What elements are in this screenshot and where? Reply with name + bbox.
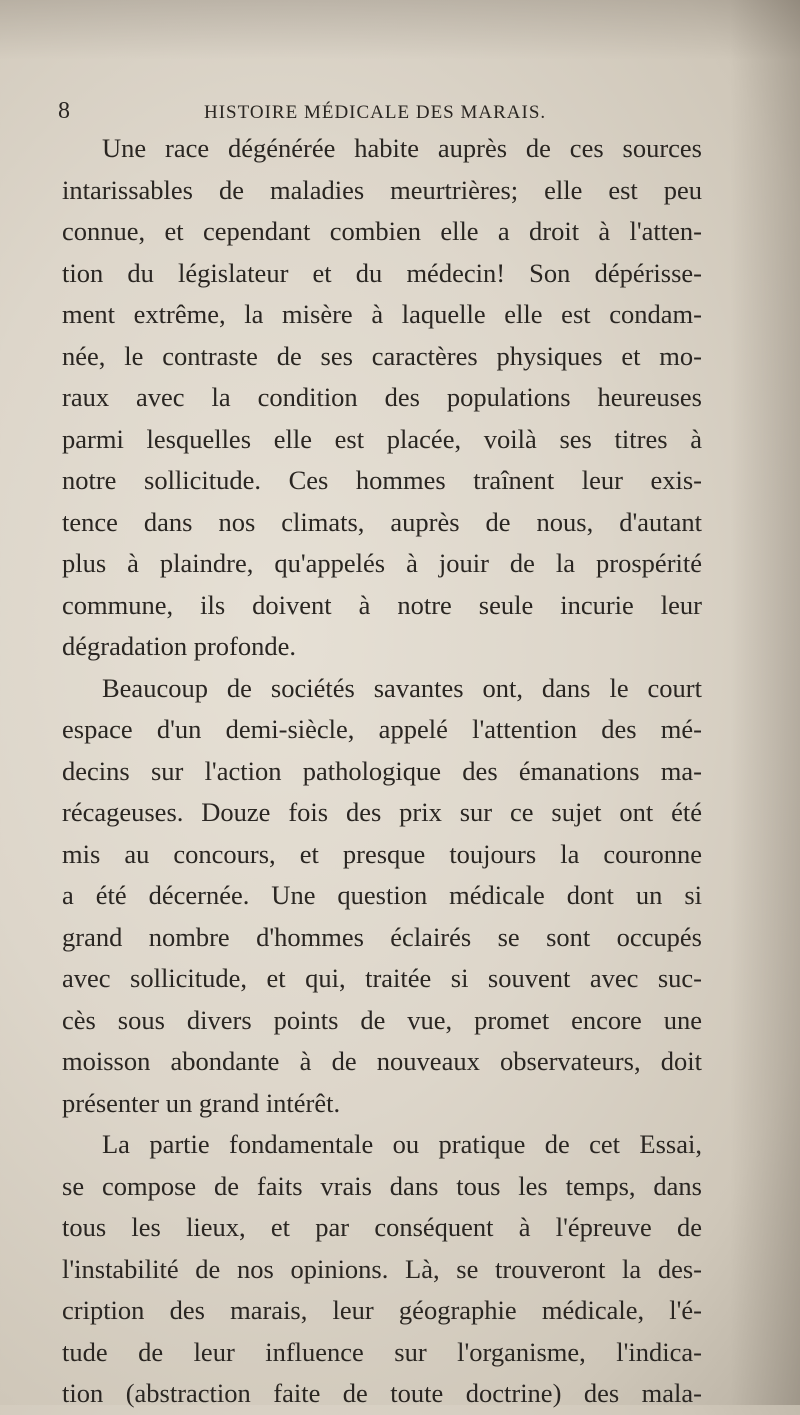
text-line: Une race dégénérée habite auprès de ces sources — [102, 133, 702, 163]
text-line: grand nombre d'hommes éclairés se sont occupés — [62, 921, 702, 952]
text-line: La partie fondamentale ou pratique de cet Essai, — [102, 1129, 702, 1159]
text-line: née, le contraste de ses caractères physiques et mo- — [62, 340, 702, 371]
text-line: a été décernée. Une question médicale dont un si — [62, 880, 702, 910]
text-line: plus à plaindre, qu'appelés à jouir de la prospérité — [62, 548, 702, 578]
text-line: ment extrême, la misère à laquelle elle est condam- — [62, 299, 702, 329]
text-line: présenter un grand intérêt. — [62, 1087, 341, 1118]
text-line: Beaucoup de sociétés savantes ont, dans le court — [102, 672, 702, 703]
text-line: connue, et cependant combien elle a droit à l'atten- — [62, 216, 702, 246]
text-line: l'instabilité de nos opinions. Là, se trouveront la des- — [62, 1253, 702, 1284]
text-line: tion du législateur et du médecin! Son dépérisse- — [62, 257, 702, 288]
text-line: cès sous divers points de vue, promet encore une — [62, 1004, 702, 1035]
text-line: commune, ils doivent à notre seule incurie leur — [62, 589, 702, 620]
text-line: récageuses. Douze fois des prix sur ce sujet ont été — [62, 797, 702, 827]
running-head — [58, 98, 698, 128]
text-line: raux avec la condition des populations heureuses — [62, 382, 702, 412]
text-line: dégradation profonde. — [62, 631, 296, 661]
text-line: tous les lieux, et par conséquent à l'épreuve de — [62, 1212, 702, 1242]
text-body — [62, 128, 702, 1415]
text-line: cription des marais, leur géographie médicale, l'é- — [62, 1295, 702, 1325]
text-line: parmi lesquelles elle est placée, voilà ses titres à — [62, 423, 702, 454]
text-line: tence dans nos climats, auprès de nous, d'autant — [62, 506, 702, 537]
running-title: HISTOIRE MÉDICALE DES MARAIS. — [204, 102, 547, 123]
text-line: tude de leur influence sur l'organisme, l'indica- — [62, 1336, 702, 1367]
page-top-shadow — [0, 0, 800, 60]
text-line: avec sollicitude, et qui, traitée si souvent avec suc- — [62, 963, 702, 993]
text-line: decins sur l'action pathologique des émanations ma- — [62, 755, 702, 786]
text-line: intarissables de maladies meurtrières; elle est peu — [62, 174, 702, 205]
page-edge-shadow — [730, 0, 800, 1405]
text-line: tion (abstraction faite de toute doctrine) des mala- — [62, 1378, 702, 1408]
text-line: mis au concours, et presque toujours la couronne — [62, 838, 702, 869]
text-line: espace d'un demi-siècle, appelé l'attention des mé- — [62, 714, 702, 744]
page-number: 8 — [58, 98, 70, 124]
text-line: se compose de faits vrais dans tous les temps, dans — [62, 1170, 702, 1201]
text-line: notre sollicitude. Ces hommes traînent leur exis- — [62, 465, 702, 495]
text-line: moisson abondante à de nouveaux observateurs, doit — [62, 1046, 702, 1076]
